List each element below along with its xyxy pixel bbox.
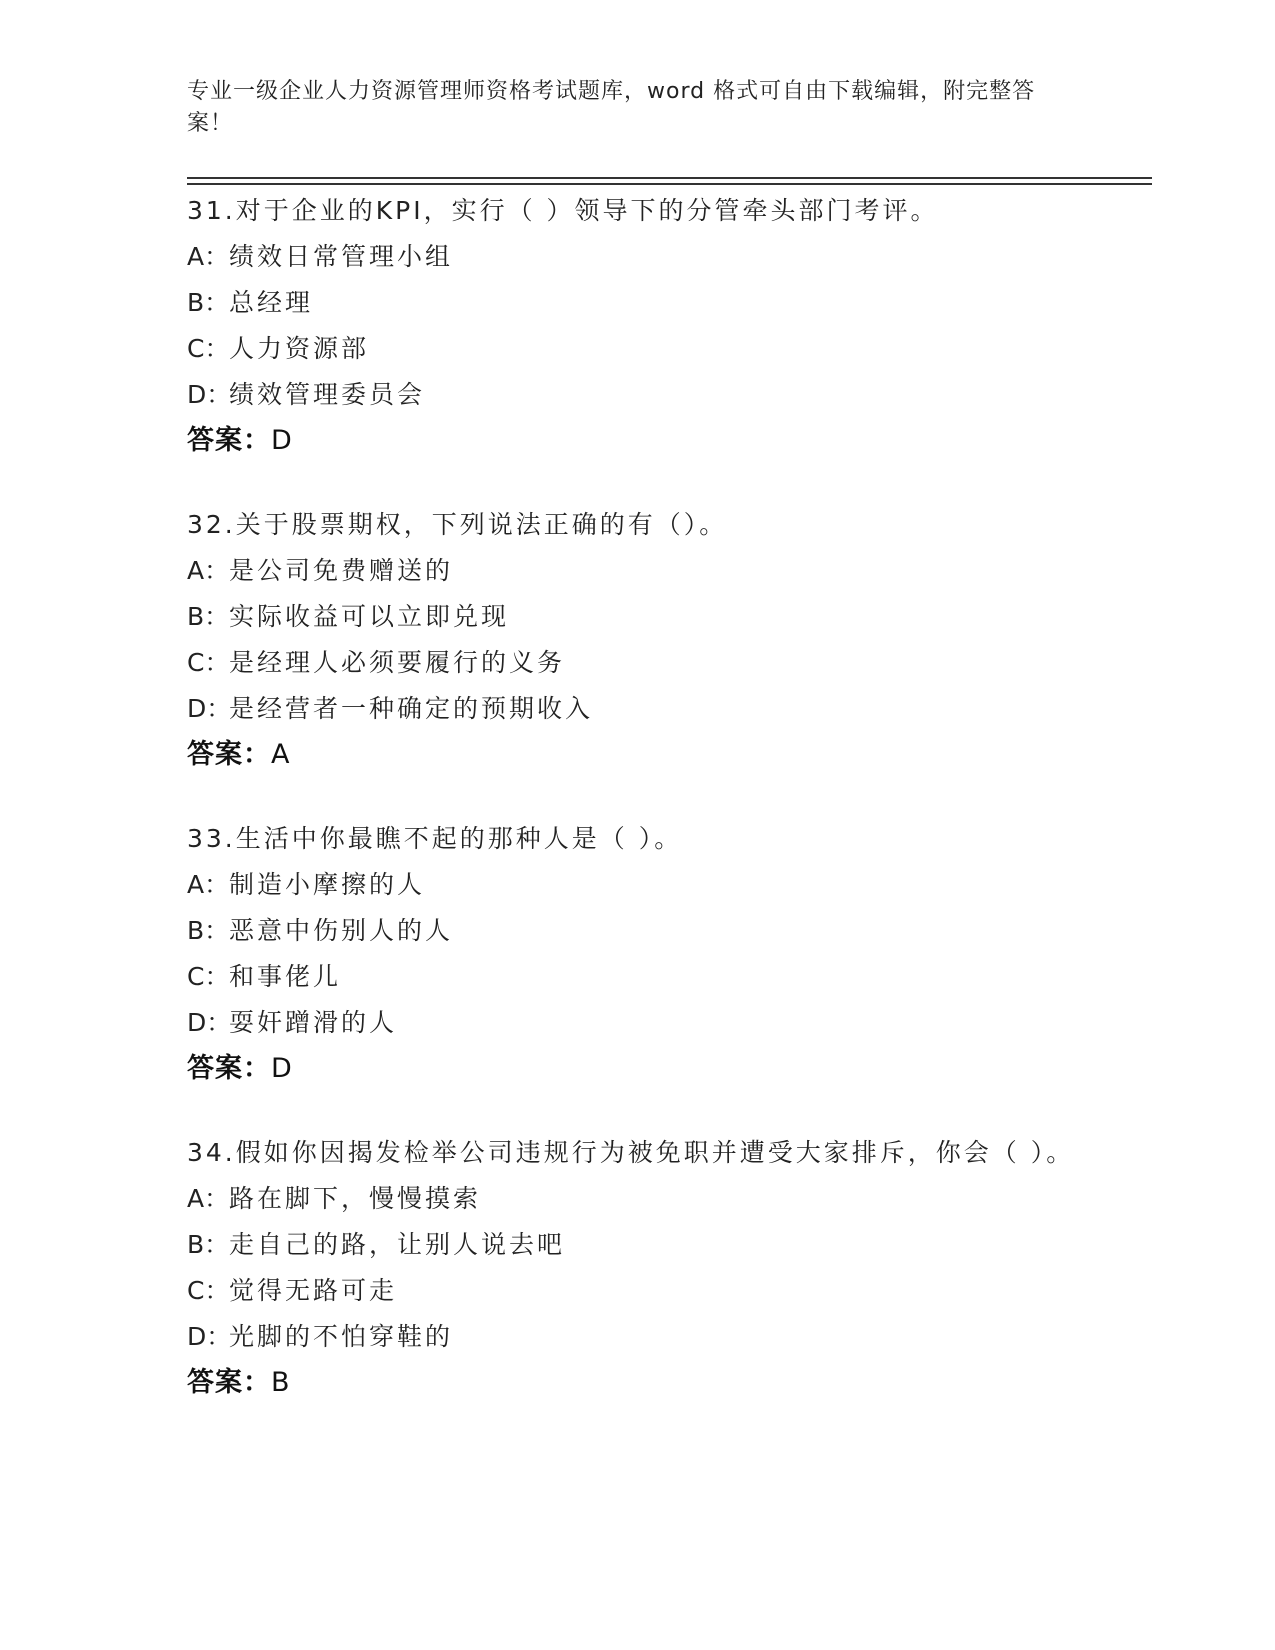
option-letter: B： [187,288,230,317]
option-letter: D： [187,1322,232,1351]
option-text: 是经营者一种确定的预期收入 [229,694,594,723]
option-text: 恶意中伤别人的人 [229,916,454,945]
option-text: 实际收益可以立即兑现 [229,602,510,631]
option-d [187,686,1087,732]
option-letter: C： [187,1276,230,1305]
answer-label: 答案： [187,425,271,456]
question-stem: 32.关于股票期权，下列说法正确的有（）。 [187,510,728,539]
option-b [187,280,1087,326]
option-d [187,372,1087,418]
option-c [187,326,1087,372]
option-text: 走自己的路，让别人说去吧 [229,1230,566,1259]
document-header: 专业一级企业人力资源管理师资格考试题库，word 格式可自由下载编辑，附完整答案！ [187,79,1036,136]
option-text: 绩效管理委员会 [229,380,426,409]
option-text: 路在脚下，慢慢摸索 [229,1184,482,1213]
question-31 [187,188,1087,464]
option-text: 耍奸蹭滑的人 [229,1008,398,1037]
option-letter: D： [187,380,232,409]
option-text: 总经理 [229,288,314,317]
option-text: 绩效日常管理小组 [229,242,454,271]
option-letter: A： [187,556,230,585]
option-c [187,640,1087,686]
option-d [187,1314,1087,1360]
question-stem: 34.假如你因揭发检举公司违规行为被免职并遭受大家排斥，你会（ ）。 [187,1138,1075,1167]
option-letter: A： [187,242,230,271]
option-a [187,1176,1087,1222]
answer-label: 答案： [187,1053,271,1084]
option-letter: D： [187,694,232,723]
question-stem: 33.生活中你最瞧不起的那种人是（ ）。 [187,824,683,853]
answer-value: D [271,425,293,456]
answer-label: 答案： [187,1367,271,1398]
header-divider-bottom [187,183,1152,185]
answer-value: B [271,1367,291,1398]
option-a [187,548,1087,594]
option-letter: C： [187,962,230,991]
answer-line [187,732,1087,778]
option-letter: B： [187,916,230,945]
option-d [187,1000,1087,1046]
answer-label: 答案： [187,739,271,770]
question-33 [187,816,1087,1092]
option-text: 人力资源部 [229,334,370,363]
option-letter: B： [187,602,230,631]
option-text: 觉得无路可走 [229,1276,398,1305]
option-letter: C： [187,648,230,677]
option-letter: B： [187,1230,230,1259]
option-text: 是经理人必须要履行的义务 [229,648,566,677]
option-text: 和事佬儿 [229,962,342,991]
option-a [187,862,1087,908]
answer-line [187,1360,1087,1406]
option-text: 光脚的不怕穿鞋的 [229,1322,454,1351]
option-a [187,234,1087,280]
option-b [187,594,1087,640]
answer-line [187,418,1087,464]
question-stem: 31.对于企业的KPI，实行（ ）领导下的分管牵头部门考评。 [187,196,939,225]
option-b [187,908,1087,954]
question-32 [187,502,1087,778]
option-letter: C： [187,334,230,363]
header-divider-top [187,177,1152,179]
question-34 [187,1130,1087,1406]
option-text: 制造小摩擦的人 [229,870,426,899]
answer-value: A [271,739,291,770]
option-letter: A： [187,1184,230,1213]
option-c [187,954,1087,1000]
option-text: 是公司免费赠送的 [229,556,454,585]
answer-value: D [271,1053,293,1084]
option-letter: A： [187,870,230,899]
answer-line [187,1046,1087,1092]
option-c [187,1268,1087,1314]
option-b [187,1222,1087,1268]
option-letter: D： [187,1008,232,1037]
